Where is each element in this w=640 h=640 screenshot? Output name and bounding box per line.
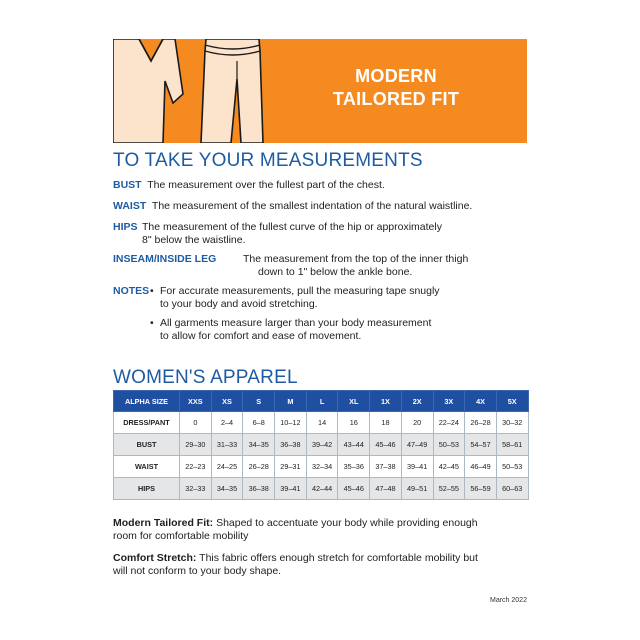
table-cell: 46–49: [465, 456, 497, 478]
table-cell: 36–38: [275, 434, 307, 456]
banner-title: [306, 65, 486, 111]
size-chart-table: [113, 390, 529, 500]
publish-date: March 2022: [490, 597, 527, 604]
table-cell: 45–46: [338, 478, 370, 500]
measure-hips: [113, 221, 138, 234]
footnote-modern-fit: [113, 517, 493, 542]
table-cell: 47–49: [401, 434, 433, 456]
text-hips-line2: 8" below the waistline.: [142, 233, 246, 246]
table-cell: 56–59: [465, 478, 497, 500]
table-cell: 47–48: [370, 478, 402, 500]
footnote-text: Shaped to accentuate your body while providing enough: [216, 517, 478, 529]
text-bust: The measurement over the fullest part of the chest.: [147, 179, 385, 191]
table-cell: 10–12: [275, 412, 307, 434]
table-cell: 22–24: [433, 412, 465, 434]
table-cell: 60–63: [496, 478, 528, 500]
table-cell: 6–8: [243, 412, 275, 434]
table-cell: 32–34: [306, 456, 338, 478]
table-cell: 39–42: [306, 434, 338, 456]
measure-waist: [113, 200, 472, 213]
bullet-dot: •: [150, 317, 154, 329]
col-header: 5X: [496, 391, 528, 412]
measure-inseam: [113, 253, 216, 266]
notes-bullet-1: [150, 285, 440, 310]
col-header: XS: [211, 391, 243, 412]
col-header: 1X: [370, 391, 402, 412]
text-waist: The measurement of the smallest indentation of the natural waistline.: [151, 200, 473, 212]
table-cell: 43–44: [338, 434, 370, 456]
col-header: L: [306, 391, 338, 412]
table-cell: 22–23: [180, 456, 212, 478]
measurements-heading: TO TAKE YOUR MEASUREMENTS: [113, 150, 423, 171]
row-label: DRESS/PANT: [114, 412, 180, 434]
table-cell: 52–55: [433, 478, 465, 500]
size-header-row: [114, 391, 529, 412]
table-cell: 26–28: [243, 456, 275, 478]
table-cell: 39–41: [401, 456, 433, 478]
table-cell: 50–53: [433, 434, 465, 456]
term-inseam: INSEAM/INSIDE LEG: [113, 253, 217, 265]
table-cell: 58–61: [496, 434, 528, 456]
measure-notes: [113, 285, 149, 298]
table-cell: 42–45: [433, 456, 465, 478]
row-label: HIPS: [114, 478, 180, 500]
table-cell: 31–33: [211, 434, 243, 456]
footnote-text: This fabric offers enough stretch for comfortable mobility but: [199, 552, 478, 564]
footnote-comfort-stretch: [113, 552, 493, 577]
term-waist: WAIST: [113, 200, 147, 212]
table-cell: 26–28: [465, 412, 497, 434]
note-2-line2: to allow for comfort and ease of movement.: [160, 329, 362, 342]
table-cell: 14: [306, 412, 338, 434]
table-cell: 39–41: [275, 478, 307, 500]
table-cell: 37–38: [370, 456, 402, 478]
table-cell: 35–36: [338, 456, 370, 478]
text-hips: [142, 221, 442, 246]
text-inseam-line1: The measurement from the top of the inner thigh: [243, 253, 469, 265]
table-cell: 18: [370, 412, 402, 434]
table-row: [114, 412, 529, 434]
table-row: [114, 456, 529, 478]
table-cell: 54–57: [465, 434, 497, 456]
term-notes: NOTES: [113, 285, 150, 297]
table-cell: 29–31: [275, 456, 307, 478]
row-label: BUST: [114, 434, 180, 456]
table-cell: 0: [180, 412, 212, 434]
table-cell: 30–32: [496, 412, 528, 434]
table-cell: 32–33: [180, 478, 212, 500]
measure-bust: [113, 179, 385, 192]
col-header: 3X: [433, 391, 465, 412]
table-row: [114, 434, 529, 456]
note-1-line1: For accurate measurements, pull the measuring tape snugly: [160, 285, 440, 297]
footnote-text: room for comfortable mobility: [113, 529, 249, 542]
notes-bullet-2: [150, 317, 432, 342]
table-cell: 2–4: [211, 412, 243, 434]
apparel-heading: WOMEN'S APPAREL: [113, 367, 298, 388]
footnote-text: will not conform to your body shape.: [113, 564, 282, 577]
col-header: ALPHA SIZE: [114, 391, 180, 412]
table-cell: 42–44: [306, 478, 338, 500]
table-cell: 50–53: [496, 456, 528, 478]
table-cell: 49–51: [401, 478, 433, 500]
col-header: M: [275, 391, 307, 412]
note-2-line1: All garments measure larger than your body measurement: [160, 317, 432, 329]
text-hips-line1: The measurement of the fullest curve of the hip or approximately: [142, 221, 442, 233]
footnote-term: Comfort Stretch:: [113, 552, 197, 564]
col-header: XL: [338, 391, 370, 412]
table-cell: 34–35: [243, 434, 275, 456]
col-header: 2X: [401, 391, 433, 412]
col-header: S: [243, 391, 275, 412]
text-inseam: [243, 253, 468, 278]
banner-title-line2: TAILORED FIT: [332, 89, 460, 109]
table-cell: 36–38: [243, 478, 275, 500]
table-cell: 34–35: [211, 478, 243, 500]
table-cell: 16: [338, 412, 370, 434]
table-cell: 45–46: [370, 434, 402, 456]
note-1-line2: to your body and avoid stretching.: [160, 297, 318, 310]
col-header: XXS: [180, 391, 212, 412]
table-cell: 20: [401, 412, 433, 434]
row-label: WAIST: [114, 456, 180, 478]
footnote-term: Modern Tailored Fit:: [113, 517, 214, 529]
fit-banner: [113, 39, 527, 143]
term-hips: HIPS: [113, 221, 138, 233]
col-header: 4X: [465, 391, 497, 412]
bullet-dot: •: [150, 285, 154, 297]
table-cell: 24–25: [211, 456, 243, 478]
text-inseam-line2: down to 1" below the ankle bone.: [258, 265, 413, 278]
banner-title-line1: MODERN: [355, 66, 437, 86]
term-bust: BUST: [113, 179, 142, 191]
table-cell: 29–30: [180, 434, 212, 456]
table-row: [114, 478, 529, 500]
